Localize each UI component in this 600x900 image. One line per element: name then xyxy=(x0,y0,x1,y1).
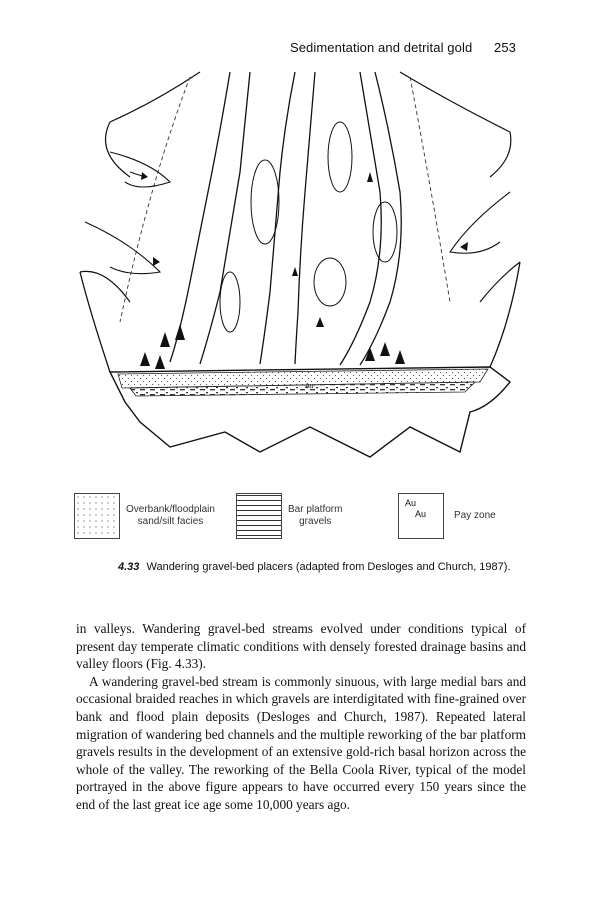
left-ridge xyxy=(80,271,130,302)
legend-item-gravel xyxy=(236,493,342,539)
channel-right xyxy=(340,72,381,365)
figure-caption xyxy=(118,560,518,575)
running-header xyxy=(290,40,516,55)
swatch-au-1: Au xyxy=(405,498,417,508)
tree xyxy=(140,172,405,369)
channel-main-left xyxy=(170,72,230,362)
gravel-swatch xyxy=(236,493,282,539)
right-valley-slope xyxy=(490,262,520,367)
legend-label-line: sand/silt facies xyxy=(137,516,204,527)
flow-arrow xyxy=(141,172,148,180)
medial-bar xyxy=(373,202,397,262)
upper-valley-edge-left xyxy=(106,72,201,177)
legend-label-line: Overbank/floodplain xyxy=(126,504,215,515)
legend-label-line: Pay zone xyxy=(454,510,496,521)
medial-bar xyxy=(220,272,240,332)
tributary-right xyxy=(450,192,510,253)
tributary-left-upper xyxy=(110,152,170,187)
legend-item-pay-zone xyxy=(398,493,496,539)
swatch-au-2: Au xyxy=(415,509,427,519)
flow-arrow xyxy=(130,172,142,176)
page-number: 253 xyxy=(494,40,516,55)
medial-bar xyxy=(328,122,352,192)
right-ridge xyxy=(480,262,520,302)
figure-number: 4.33 xyxy=(118,561,140,573)
legend-label-line: Bar platform xyxy=(288,504,343,515)
paragraph: in valleys. Wandering gravel-bed streams evolved under conditions typical of present day temperate climatic conditions with densely forested drainage basins and valley floors (Fig. 4.33). xyxy=(76,621,526,672)
dashed-valley-margin-left xyxy=(120,77,190,322)
valley-placer-diagram xyxy=(70,62,530,482)
medial-bar xyxy=(314,258,346,306)
medial-bar xyxy=(251,160,279,244)
pay-zone-swatch xyxy=(398,493,444,539)
body-text xyxy=(76,620,526,814)
left-valley-slope xyxy=(80,272,110,372)
sand-silt-swatch xyxy=(74,493,120,539)
running-title: Sedimentation and detrital gold xyxy=(289,40,473,55)
legend-label-line: gravels xyxy=(299,516,332,527)
caption-text: Wandering gravel-bed placers (adapted from Desloges and Church, 1987). xyxy=(146,561,511,573)
figure-legend xyxy=(74,493,526,545)
gold-label: Au xyxy=(305,383,314,390)
tributary-left-lower xyxy=(85,222,160,274)
legend-item-sand-silt xyxy=(74,493,215,539)
upper-valley-edge-right xyxy=(400,72,511,177)
channel-center-2 xyxy=(295,72,315,364)
dashed-valley-margin-right xyxy=(410,77,450,302)
channel-main-left-2 xyxy=(200,72,250,364)
flow-arrow xyxy=(153,257,160,266)
flow-arrow xyxy=(460,242,468,251)
paragraph: A wandering gravel-bed stream is commonly sinuous, with large medial bars and occasional braided reaches in which gravels are interdigitated with fine-grained over bank and flood plain deposits (Desloges and Church, 1987). Repeated lateral migration of wandering bed channels and the multiple reworking of the bar platform gravels results in the development of an extensive gold-rich basal horizon across the whole of the valley. The reworking of the Bella Coola River, typical of the model portrayed in the above figure appears to have occurred every 150 years since the end of the last great ice age some 10,000 years ago. xyxy=(76,673,526,812)
